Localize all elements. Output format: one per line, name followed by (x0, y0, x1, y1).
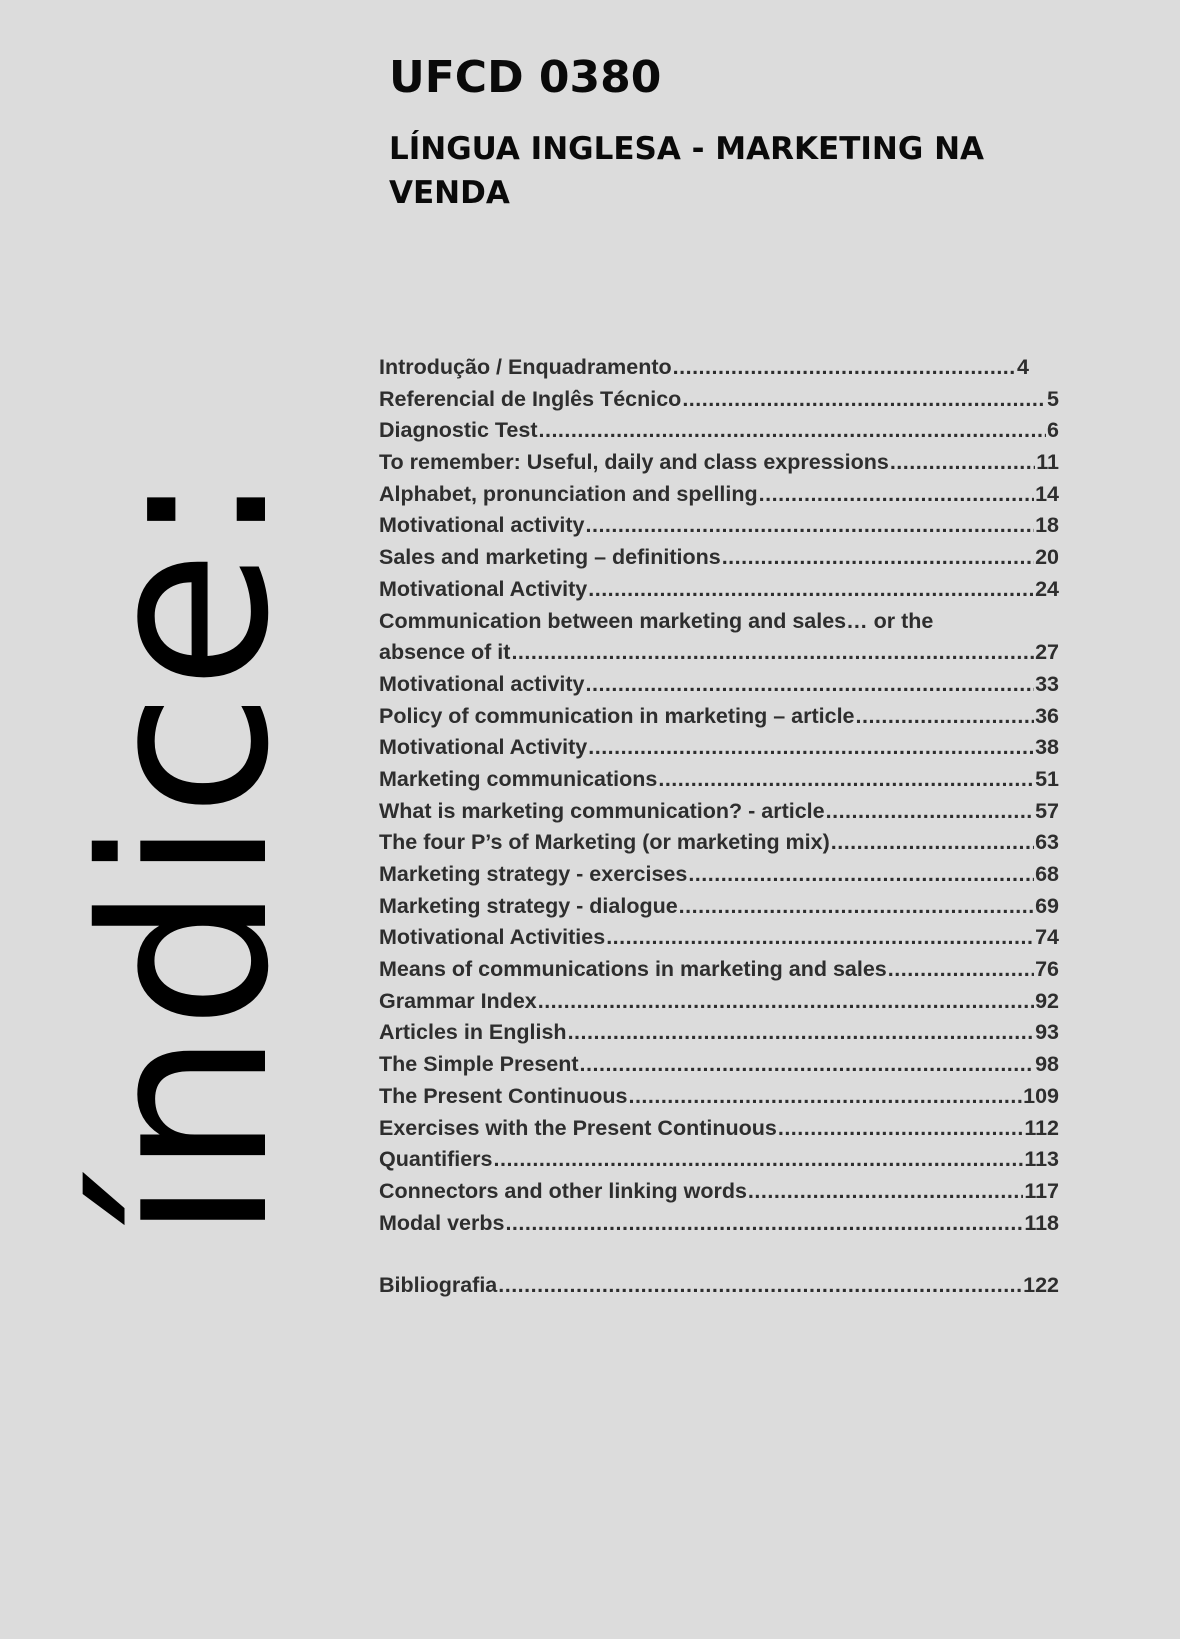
toc-entry-title: Sales and marketing – definitions (379, 545, 721, 570)
dot-leader (722, 542, 1034, 574)
toc-entry-title: Motivational activity (379, 671, 585, 696)
dot-leader (759, 479, 1034, 511)
dot-leader (673, 352, 1016, 384)
toc-entry[interactable] (379, 1208, 1059, 1240)
dot-leader (511, 637, 1034, 669)
dot-leader (580, 1049, 1035, 1081)
table-of-contents (379, 352, 1059, 1302)
toc-entry[interactable] (379, 922, 1059, 954)
dot-leader (539, 415, 1047, 447)
toc-entry[interactable] (379, 1081, 1059, 1113)
dot-leader (856, 701, 1035, 733)
toc-entry-page: 36 (1035, 703, 1059, 728)
toc-entry-page: 20 (1035, 545, 1059, 570)
toc-entry-page: 93 (1035, 1020, 1059, 1045)
toc-entry-title: Marketing communications (379, 766, 658, 791)
toc-entry-page: 11 (1036, 450, 1059, 475)
toc-entry-title: Articles in English (379, 1020, 567, 1045)
toc-entry-bibliography[interactable] (379, 1270, 1059, 1302)
toc-entry[interactable] (379, 479, 1059, 511)
toc-entry[interactable] (379, 986, 1059, 1018)
toc-entry-title: Motivational Activity (379, 735, 588, 760)
dot-leader (498, 1270, 1022, 1302)
toc-entry-title: Alphabet, pronunciation and spelling (379, 481, 758, 506)
dot-leader (586, 510, 1035, 542)
toc-entry[interactable] (379, 764, 1059, 796)
toc-entry-page: 63 (1035, 830, 1059, 855)
toc-entry[interactable] (379, 796, 1059, 828)
toc-entry-title: The Present Continuous (379, 1083, 628, 1108)
toc-entry[interactable] (379, 732, 1059, 764)
toc-entry-page: 98 (1035, 1052, 1059, 1077)
dot-leader (888, 954, 1034, 986)
toc-entry-page: 109 (1023, 1083, 1059, 1108)
toc-entry-title: Modal verbs (379, 1210, 505, 1235)
toc-entry-page: 92 (1035, 988, 1059, 1013)
toc-entry-page: 51 (1035, 766, 1059, 791)
toc-entry-title: Bibliografia (379, 1273, 498, 1298)
toc-entry[interactable] (379, 1017, 1059, 1049)
toc-entry-title: Exercises with the Present Continuous (379, 1115, 777, 1140)
dot-leader (682, 384, 1046, 416)
dot-leader (826, 796, 1034, 828)
dot-leader (628, 1081, 1022, 1113)
toc-entry-page: 112 (1024, 1115, 1059, 1140)
toc-entry-page: 74 (1035, 925, 1059, 950)
dot-leader (538, 986, 1034, 1018)
toc-entry[interactable] (379, 637, 1059, 669)
toc-entry-title: Motivational Activities (379, 925, 606, 950)
toc-entry[interactable] (379, 447, 1059, 479)
dot-leader (494, 1144, 1024, 1176)
dot-leader (588, 732, 1034, 764)
dot-leader (679, 891, 1034, 923)
toc-entry[interactable] (379, 954, 1059, 986)
toc-entry-page: 6 (1047, 418, 1059, 443)
toc-entry-page: 18 (1035, 513, 1059, 538)
spacer (379, 1239, 1059, 1270)
toc-entry-page: 24 (1035, 576, 1059, 601)
toc-entry-first-line[interactable]: Communication between marketing and sales… or the (379, 608, 934, 633)
dot-leader (568, 1017, 1035, 1049)
toc-entry-page: 76 (1035, 957, 1059, 982)
toc-entry-page: 57 (1035, 798, 1059, 823)
toc-entry[interactable] (379, 669, 1059, 701)
toc-entry-title: To remember: Useful, daily and class expressions (379, 450, 889, 475)
toc-entry-page: 33 (1035, 671, 1059, 696)
document-header (389, 52, 1089, 215)
toc-entry-title: Marketing strategy - dialogue (379, 893, 678, 918)
course-title: LÍNGUA INGLESA - MARKETING NA VENDA (389, 130, 985, 211)
toc-entry-title: The Simple Present (379, 1052, 579, 1077)
toc-entry[interactable] (379, 701, 1059, 733)
toc-entry-title: Diagnostic Test (379, 418, 538, 443)
toc-entry[interactable] (379, 415, 1059, 447)
toc-entry[interactable] (379, 1113, 1059, 1145)
dot-leader (778, 1113, 1023, 1145)
dot-leader (658, 764, 1034, 796)
toc-entry-page: 38 (1035, 735, 1059, 760)
toc-entry-page: 69 (1035, 893, 1059, 918)
toc-entry-title: Marketing strategy - exercises (379, 862, 688, 886)
dot-leader (748, 1176, 1023, 1208)
toc-entry-title: Means of communications in marketing and sales (379, 957, 887, 982)
dot-leader (831, 827, 1034, 859)
toc-entry-title: Referencial de Inglês Técnico (379, 386, 682, 411)
toc-entry-page: 122 (1023, 1273, 1059, 1298)
dot-leader (890, 447, 1035, 479)
toc-entry-page: 14 (1035, 481, 1059, 506)
toc-entry-title: Motivational activity (379, 513, 585, 538)
dot-leader (606, 922, 1034, 954)
toc-entry[interactable] (379, 891, 1059, 923)
dot-leader (688, 859, 1034, 891)
toc-entry-page: 118 (1024, 1210, 1059, 1235)
toc-entry-title: absence of it (379, 640, 511, 665)
toc-entry[interactable] (379, 827, 1059, 859)
toc-entry[interactable] (379, 1144, 1059, 1176)
toc-entry-page: 68 (1035, 862, 1059, 886)
toc-entry[interactable] (379, 1049, 1059, 1081)
toc-entry[interactable] (379, 384, 1059, 416)
toc-entry-title: Connectors and other linking words (379, 1178, 747, 1203)
toc-entry-title: What is marketing communication? - article (379, 798, 825, 823)
toc-entry-title: Grammar Index (379, 988, 537, 1013)
toc-entry[interactable] (379, 510, 1059, 542)
dot-leader (588, 574, 1034, 606)
course-code: UFCD 0380 (389, 52, 662, 103)
toc-entry-page: 117 (1024, 1178, 1059, 1203)
toc-entry-page: 5 (1047, 386, 1059, 411)
dot-leader (586, 669, 1035, 701)
toc-entry-page: 4 (1017, 355, 1029, 379)
toc-entry[interactable] (379, 574, 1059, 606)
toc-entry[interactable] (379, 352, 1029, 384)
toc-entry-title: Quantifiers (379, 1147, 493, 1172)
toc-entry-page: 113 (1024, 1147, 1059, 1172)
dot-leader (505, 1208, 1023, 1240)
toc-entry[interactable] (379, 1176, 1059, 1208)
toc-entry-title: Policy of communication in marketing – article (379, 703, 855, 728)
toc-entry[interactable] (379, 542, 1059, 574)
toc-entry-title: Introdução / Enquadramento (379, 355, 672, 379)
toc-entry[interactable] (379, 859, 1059, 891)
toc-entry-page: 27 (1035, 640, 1059, 665)
toc-entry-title: Motivational Activity (379, 576, 588, 601)
toc-entry-title: The four P’s of Marketing (or marketing mix) (379, 830, 830, 855)
index-side-title: índice: (53, 468, 319, 1242)
